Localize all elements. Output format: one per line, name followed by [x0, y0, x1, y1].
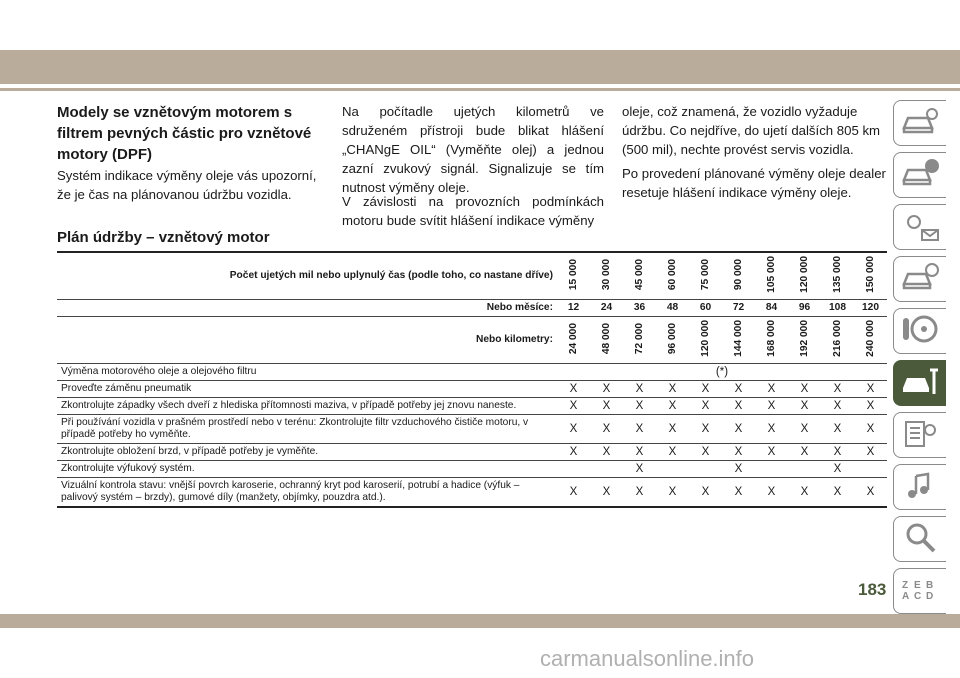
miles-row-value: 45 000: [634, 258, 645, 290]
car-safety-icon: [900, 260, 940, 299]
miles-row-value: 75 000: [700, 258, 711, 290]
task-mark: X: [689, 414, 722, 443]
km-row-value: 96 000: [667, 322, 678, 354]
task-mark: X: [656, 443, 689, 460]
task-mark: X: [590, 380, 623, 397]
task-mark: X: [755, 477, 788, 507]
magnifier-icon: [900, 520, 940, 559]
paragraph-change-oil: Na počítadle ujetých kilometrů ve sdruženém přístroji bude blikat hlášení „CHANgE OIL“ (Vyměňte olej) a jednou zazní zvukový signál. Signalizuje se tím nutnost výměny oleje.: [342, 104, 604, 195]
task-description: Proveďte záměnu pneumatik: [57, 380, 557, 397]
car-service-icon: [900, 364, 940, 403]
task-mark: X: [590, 477, 623, 507]
task-mark: [854, 460, 887, 477]
km-row-value: 192 000: [799, 319, 810, 357]
sidebar-tab[interactable]: [893, 308, 946, 354]
months-row-value: 96: [788, 299, 821, 316]
task-mark: X: [722, 397, 755, 414]
km-row-label: Nebo kilometry:: [57, 316, 557, 363]
sidebar-tab[interactable]: [893, 464, 946, 510]
miles-row-value: 105 000: [766, 256, 777, 293]
km-row-value: 216 000: [832, 319, 843, 357]
km-row-value: 168 000: [766, 319, 777, 357]
paragraph-intro: Systém indikace výměny oleje vás upozorní, že je čas na plánovanou údržbu vozidla.: [57, 168, 317, 202]
paragraph-dealer-reset: Po provedení plánované výměny oleje dealer resetuje hlášení indikace výměny oleje.: [622, 166, 886, 200]
sidebar-tab[interactable]: [893, 204, 946, 250]
index-letter: Z: [902, 580, 909, 591]
task-mark: X: [623, 397, 656, 414]
task-mark: X: [557, 380, 590, 397]
table-row: [57, 397, 887, 414]
task-description: Při používání vozidla v prašném prostředí nebo v terénu: Zkontrolujte filtr vzduchového čističe motoru, v případě potřeby ho vyměňte.: [57, 414, 557, 443]
task-mark: X: [722, 477, 755, 507]
chapter-sidebar: [893, 100, 947, 620]
task-mark: X: [755, 443, 788, 460]
miles-row-cell: [623, 252, 656, 299]
task-mark: [689, 460, 722, 477]
task-mark: X: [788, 477, 821, 507]
miles-row-value: 120 000: [799, 256, 810, 293]
table-row: [57, 380, 887, 397]
steering-wheel-icon: [900, 312, 940, 351]
footer-band: [0, 614, 960, 628]
watermark: carmanualsonline.info: [540, 646, 755, 671]
index-letter: E: [914, 580, 921, 591]
table-row: [57, 363, 887, 380]
miles-row-cell: [722, 252, 755, 299]
task-mark: X: [821, 477, 854, 507]
months-row-value: 72: [722, 299, 755, 316]
table-row: [57, 477, 887, 507]
km-row-cell: [821, 316, 854, 363]
task-mark: [557, 460, 590, 477]
miles-row-cell: [821, 252, 854, 299]
index-icon: [902, 580, 938, 602]
miles-row-cell: [854, 252, 887, 299]
task-mark: X: [590, 443, 623, 460]
task-mark: X: [689, 477, 722, 507]
km-row-value: 144 000: [733, 319, 744, 357]
km-row: [57, 316, 887, 363]
task-mark: X: [854, 477, 887, 507]
km-row-value: 120 000: [700, 319, 711, 357]
miles-row-cell: [755, 252, 788, 299]
task-mark: X: [623, 477, 656, 507]
task-mark: X: [722, 443, 755, 460]
task-mark: X: [821, 443, 854, 460]
miles-row-value: 15 000: [568, 258, 579, 290]
index-letter: B: [926, 580, 934, 591]
media-icon: [900, 468, 940, 507]
task-mark: X: [557, 443, 590, 460]
miles-row-value: 30 000: [601, 258, 612, 290]
km-row-cell: [788, 316, 821, 363]
sidebar-tab[interactable]: [893, 516, 946, 562]
warning-lights-icon: [900, 208, 940, 247]
task-mark: X: [722, 380, 755, 397]
task-mark: X: [689, 380, 722, 397]
km-row-value: 48 000: [601, 322, 612, 354]
sidebar-tab[interactable]: [893, 360, 946, 406]
task-mark: [656, 460, 689, 477]
task-mark: X: [656, 380, 689, 397]
page-number: 183: [858, 580, 887, 599]
header-band-line: [0, 88, 960, 91]
sidebar-tab[interactable]: [893, 568, 946, 614]
months-row-value: 48: [656, 299, 689, 316]
task-description: Zkontrolujte výfukový systém.: [57, 460, 557, 477]
task-mark: X: [623, 443, 656, 460]
km-row-cell: [689, 316, 722, 363]
task-description: Vizuální kontrola stavu: vnější povrch karoserie, ochranný kryt pod karoserií, potrubí a hadice (výfuk – palivový systém – brzdy), gumové díly (manžety, objímky, pouzdra atd.).: [57, 477, 557, 507]
task-mark: X: [656, 477, 689, 507]
months-row-value: 12: [557, 299, 590, 316]
km-row-value: 24 000: [568, 322, 579, 354]
sidebar-tab[interactable]: [893, 100, 946, 146]
settings-list-icon: [900, 416, 940, 455]
miles-row-cell: [557, 252, 590, 299]
paragraph-conditions: V závislosti na provozních podmínkách motoru bude svítit hlášení indikace výměny: [342, 194, 604, 228]
section-heading-dpf: Modely se vznětovým motorem s filtrem pevných částic pro vznětové motory (DPF): [57, 104, 312, 163]
km-row-cell: [656, 316, 689, 363]
header-band: [0, 50, 960, 84]
km-row-cell: [623, 316, 656, 363]
task-mark: X: [755, 380, 788, 397]
months-row-value: 24: [590, 299, 623, 316]
km-row-cell: [722, 316, 755, 363]
task-mark: X: [854, 414, 887, 443]
miles-row-value: 60 000: [667, 258, 678, 290]
task-mark: X: [788, 380, 821, 397]
months-row-value: 36: [623, 299, 656, 316]
months-row-value: 60: [689, 299, 722, 316]
paragraph-service-soon: oleje, což znamená, že vozidlo vyžaduje údržbu. Co nejdříve, do ujetí dalších 805 km (500 mil), nechte provést servis vozidla.: [622, 104, 881, 157]
task-mark: X: [623, 380, 656, 397]
task-mark: X: [557, 397, 590, 414]
table-row: [57, 460, 887, 477]
task-mark: X: [557, 414, 590, 443]
months-row: [57, 299, 887, 316]
miles-row-label: Počet ujetých mil nebo uplynulý čas (podle toho, co nastane dříve): [57, 252, 557, 299]
task-mark: X: [821, 397, 854, 414]
miles-row: [57, 252, 887, 299]
maintenance-table: [57, 251, 887, 508]
months-row-label: Nebo měsíce:: [57, 299, 557, 316]
miles-row-cell: [656, 252, 689, 299]
task-mark: X: [854, 397, 887, 414]
months-row-value: 108: [821, 299, 854, 316]
sidebar-tab[interactable]: [893, 412, 946, 458]
miles-row-value: 90 000: [733, 258, 744, 290]
task-mark: X: [689, 443, 722, 460]
km-row-value: 240 000: [865, 319, 876, 357]
task-mark: X: [557, 477, 590, 507]
miles-row-cell: [788, 252, 821, 299]
task-description: Zkontrolujte obložení brzd, v případě potřeby je vyměňte.: [57, 443, 557, 460]
sidebar-tab[interactable]: [893, 256, 946, 302]
task-mark: X: [821, 380, 854, 397]
miles-row-value: 135 000: [832, 256, 843, 293]
task-mark: X: [788, 397, 821, 414]
task-mark: X: [590, 414, 623, 443]
task-description: Zkontrolujte západky všech dveří z hlediska přítomnosti maziva, v případě potřeby jej znovu naneste.: [57, 397, 557, 414]
km-row-cell: [590, 316, 623, 363]
task-mark: X: [755, 397, 788, 414]
car-search-icon: [900, 104, 940, 143]
task-mark: X: [755, 414, 788, 443]
index-letter: A: [902, 591, 910, 602]
task-mark: X: [722, 414, 755, 443]
task-mark: X: [689, 397, 722, 414]
car-info-icon: [900, 156, 940, 195]
table-row: [57, 443, 887, 460]
task-mark: [755, 460, 788, 477]
task-mark: X: [656, 397, 689, 414]
km-row-cell: [557, 316, 590, 363]
maintenance-plan-title: Plán údržby – vznětový motor: [57, 229, 270, 246]
task-mark: X: [854, 443, 887, 460]
index-letter: C: [914, 591, 922, 602]
miles-row-cell: [590, 252, 623, 299]
task-mark: X: [854, 380, 887, 397]
months-row-value: 84: [755, 299, 788, 316]
task-note: (*): [557, 363, 887, 380]
task-mark: X: [788, 414, 821, 443]
task-mark: [788, 460, 821, 477]
task-description: Výměna motorového oleje a olejového filtru: [57, 363, 557, 380]
task-mark: X: [623, 460, 656, 477]
table-row: [57, 414, 887, 443]
task-mark: X: [821, 414, 854, 443]
km-row-value: 72 000: [634, 322, 645, 354]
task-mark: [590, 460, 623, 477]
km-row-cell: [854, 316, 887, 363]
task-mark: X: [656, 414, 689, 443]
task-mark: X: [623, 414, 656, 443]
task-mark: X: [590, 397, 623, 414]
task-mark: X: [722, 460, 755, 477]
miles-row-value: 150 000: [865, 256, 876, 293]
km-row-cell: [755, 316, 788, 363]
miles-row-cell: [689, 252, 722, 299]
sidebar-tab[interactable]: [893, 152, 946, 198]
task-mark: X: [788, 443, 821, 460]
index-letter: D: [926, 591, 934, 602]
task-mark: X: [821, 460, 854, 477]
months-row-value: 120: [854, 299, 887, 316]
